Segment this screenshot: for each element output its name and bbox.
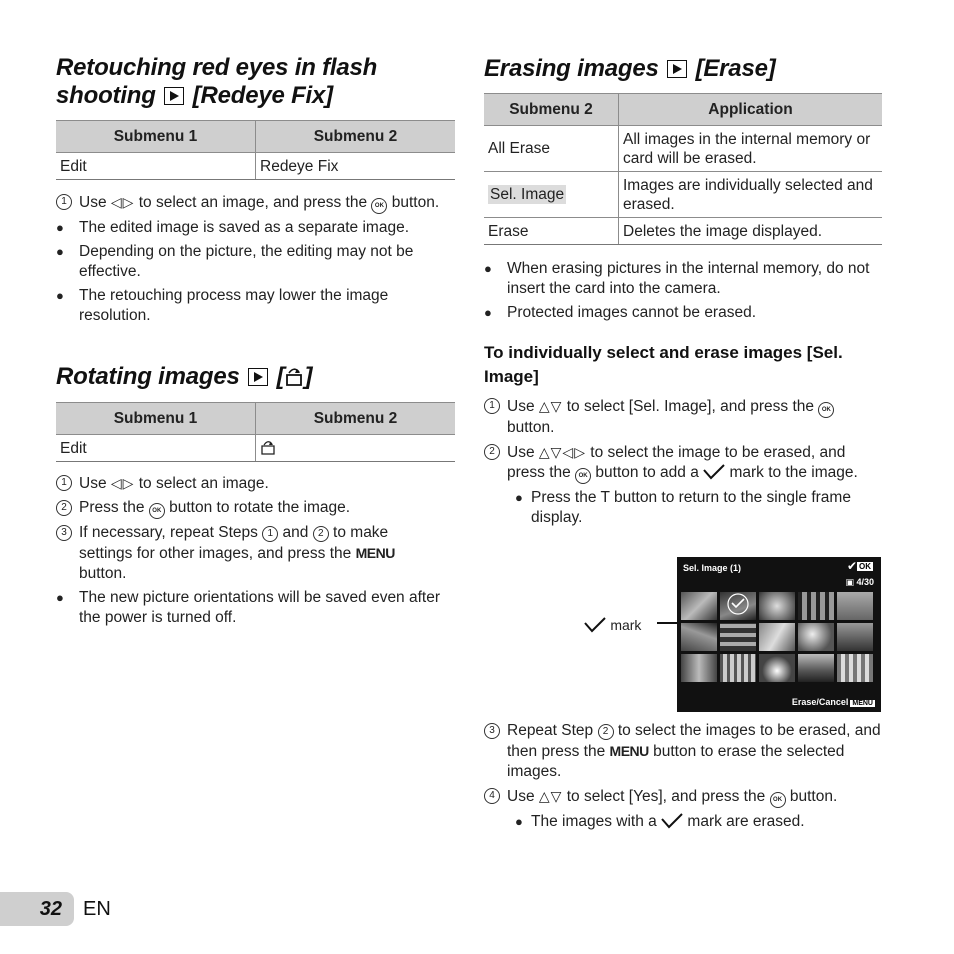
- redeye-title: [56, 54, 377, 110]
- sel-step-4: [484, 786, 884, 808]
- thumbnail: [681, 592, 717, 620]
- erase-row-1-desc: All images in the internal memory or card will be erased.: [619, 126, 883, 172]
- step-number: 2: [484, 444, 500, 460]
- text: button to rotate the image.: [169, 499, 351, 516]
- playback-icon: [248, 368, 268, 386]
- thumbnail: [837, 623, 873, 651]
- bullet-icon: ●: [56, 244, 64, 259]
- page-number: 32: [0, 892, 74, 926]
- sel-step-2: [484, 442, 884, 484]
- rotate-step-2: [56, 498, 441, 519]
- redeye-header-2: Submenu 2: [256, 121, 456, 153]
- redeye-title-line2b: [Redeye Fix]: [192, 82, 333, 109]
- text: Use: [79, 194, 107, 211]
- text: Depending on the picture, the editing may not be effective.: [79, 243, 414, 280]
- thumbnail: [720, 654, 756, 682]
- thumbnail: [759, 654, 795, 682]
- redeye-cell-2: Redeye Fix: [256, 153, 456, 180]
- text: Protected images cannot be erased.: [507, 304, 757, 321]
- rotate-step-3: [56, 523, 441, 584]
- erase-header-1: Submenu 2: [484, 94, 619, 126]
- sel-step-1: [484, 396, 884, 438]
- erase-bullet-2: [484, 303, 874, 323]
- text: [: [276, 363, 285, 390]
- screen-ok-badge: OK: [859, 562, 871, 571]
- erase-row-2-desc: Images are individually selected and erased.: [619, 172, 883, 218]
- thumbnail: [837, 592, 873, 620]
- redeye-bullet-3: [56, 286, 441, 326]
- text: The edited image is saved as a separate image.: [79, 219, 409, 236]
- text: to select an image, and press the: [138, 194, 368, 211]
- menu-button-label: MENU: [609, 743, 649, 759]
- thumbnail: [681, 654, 717, 682]
- erase-header-2: Application: [619, 94, 883, 126]
- step-ref: 2: [313, 526, 329, 542]
- rotate-table: [56, 402, 455, 462]
- up-down-arrows-icon: △▽: [538, 398, 563, 414]
- playback-icon: [164, 87, 184, 105]
- menu-button-label: MENU: [355, 545, 395, 561]
- text: button.: [789, 788, 838, 805]
- sel-image-heading: To individually select and erase images [Sel. Image]: [484, 343, 843, 386]
- step-ref: 2: [598, 724, 614, 740]
- screen-footer: [792, 697, 875, 707]
- redeye-title-line1: Retouching red eyes in flash: [56, 54, 378, 81]
- rotate-cell-1: Edit: [56, 435, 256, 462]
- text: button.: [391, 194, 440, 211]
- memory-icon: ▣: [845, 577, 857, 587]
- ok-button-icon: OK: [575, 468, 591, 484]
- text: button.: [507, 419, 555, 436]
- rotate-step-1: [56, 473, 441, 494]
- redeye-bullet-2: [56, 242, 441, 282]
- redeye-header-1: Submenu 1: [56, 121, 256, 153]
- language-label: EN: [83, 898, 111, 920]
- erase-table: [484, 93, 882, 245]
- up-down-arrows-icon: △▽: [538, 788, 563, 804]
- text: Use: [507, 444, 535, 461]
- thumbnail: [720, 623, 756, 651]
- rotate-icon: [260, 439, 276, 456]
- sel-step-3: [484, 721, 884, 782]
- ok-button-icon: OK: [149, 503, 165, 519]
- text: mark to the image.: [729, 464, 858, 481]
- text: Press the T button to return to the single frame display.: [531, 489, 851, 526]
- thumbnail: [759, 592, 795, 620]
- text: The new picture orientations will be saved even after the power is turned off.: [79, 589, 441, 626]
- text: Erase/Cancel: [791, 697, 849, 707]
- thumbnail: [681, 623, 717, 651]
- bullet-icon: ●: [56, 590, 64, 605]
- text: Use: [507, 398, 535, 415]
- text: button to erase the selected images.: [507, 743, 845, 780]
- text: Erasing images: [484, 55, 659, 82]
- redeye-table: [56, 120, 455, 180]
- ok-button-icon: OK: [770, 792, 786, 808]
- playback-icon: [667, 60, 687, 78]
- text: Repeat Step: [507, 722, 594, 739]
- sel-step-2-sub: [484, 488, 884, 528]
- erase-title: [484, 55, 776, 83]
- selection-highlight: [720, 592, 756, 620]
- ok-button-icon: OK: [371, 198, 387, 214]
- thumbnail: [759, 623, 795, 651]
- thumbnail: [837, 654, 873, 682]
- text: to select the images to be erased, and then press the: [507, 722, 881, 760]
- text: If necessary, repeat Steps: [79, 524, 258, 541]
- redeye-bullet-1: [56, 218, 441, 238]
- redeye-steps: [56, 192, 441, 330]
- bullet-icon: ●: [515, 814, 523, 829]
- erase-row-3-desc: Deletes the image displayed.: [619, 218, 883, 245]
- menu-badge: MENU: [852, 700, 873, 707]
- redeye-cell-1: Edit: [56, 153, 256, 180]
- text: to make settings for other images, and press the: [79, 524, 389, 562]
- erase-row-1-label: All Erase: [484, 126, 619, 172]
- bullet-icon: ●: [56, 220, 64, 235]
- rotate-cell-2: [256, 435, 456, 462]
- text: button.: [79, 565, 127, 582]
- rotate-steps: [56, 473, 441, 632]
- sel-step-4-sub: [484, 812, 884, 832]
- text: and: [282, 524, 309, 541]
- rotate-title: [56, 363, 312, 391]
- step-number: 3: [56, 525, 72, 541]
- check-mark-icon: [584, 617, 606, 633]
- rotate-icon: [284, 365, 304, 387]
- step-number: 1: [484, 398, 500, 414]
- text: Sel. Image: [490, 186, 565, 203]
- text: The images with a: [531, 813, 657, 830]
- rotate-header-2: Submenu 2: [256, 403, 456, 435]
- text: Use: [79, 475, 107, 492]
- thumbnail: [798, 654, 834, 682]
- screen-count: [845, 577, 874, 588]
- thumbnail: [798, 623, 834, 651]
- bullet-icon: ●: [484, 261, 492, 276]
- text: Use: [507, 788, 535, 805]
- text: to select the image to be erased, and press the: [507, 444, 846, 481]
- check-mark-icon: [703, 464, 725, 480]
- thumbnail-grid: [681, 592, 877, 682]
- text: mark: [610, 617, 642, 633]
- bullet-icon: ●: [484, 305, 492, 320]
- step-number: 3: [484, 723, 500, 739]
- text: to select [Yes], and press the: [566, 788, 766, 805]
- erase-row-3-label: Erase: [484, 218, 619, 245]
- screen-check-icon: ✔: [846, 559, 857, 573]
- step-number: 2: [56, 500, 72, 516]
- text: Press the: [79, 499, 145, 516]
- text: ]: [304, 363, 313, 390]
- sel-steps-1-2: [484, 396, 884, 532]
- text: to select [Sel. Image], and press the: [566, 398, 815, 415]
- redeye-step-1: [56, 192, 441, 214]
- erase-bullet-1: [484, 259, 874, 299]
- check-mark-icon: [661, 813, 683, 829]
- rotate-header-1: Submenu 1: [56, 403, 256, 435]
- rotate-bullet-1: [56, 588, 441, 628]
- text: button to add a: [595, 464, 699, 481]
- camera-screen-illustration: [677, 557, 881, 712]
- step-number: 4: [484, 788, 500, 804]
- screen-title: Sel. Image (1): [683, 563, 742, 573]
- four-way-arrows-icon: △▽◁▷: [538, 444, 586, 460]
- text: The retouching process may lower the image resolution.: [79, 287, 389, 324]
- thumbnail: [798, 592, 834, 620]
- step-number: 1: [56, 194, 72, 210]
- left-right-arrows-icon: ◁▷: [110, 475, 135, 491]
- step-ref: 1: [262, 526, 278, 542]
- text: mark are erased.: [687, 813, 805, 830]
- sel-steps-3-4: [484, 721, 884, 836]
- text: Rotating images: [56, 363, 240, 390]
- step-number: 1: [56, 475, 72, 491]
- text: to select an image.: [138, 475, 269, 492]
- text: [Erase]: [695, 55, 776, 82]
- erase-notes: [484, 259, 874, 327]
- left-right-arrows-icon: ◁▷: [110, 194, 135, 210]
- ok-button-icon: OK: [818, 402, 834, 418]
- bullet-icon: ●: [515, 490, 523, 505]
- redeye-title-line2a: shooting: [56, 82, 156, 109]
- erase-row-2-label: [484, 172, 619, 218]
- text: 4/30: [856, 577, 874, 587]
- text: When erasing pictures in the internal memory, do not insert the card into the camera.: [507, 260, 870, 297]
- bullet-icon: ●: [56, 288, 64, 303]
